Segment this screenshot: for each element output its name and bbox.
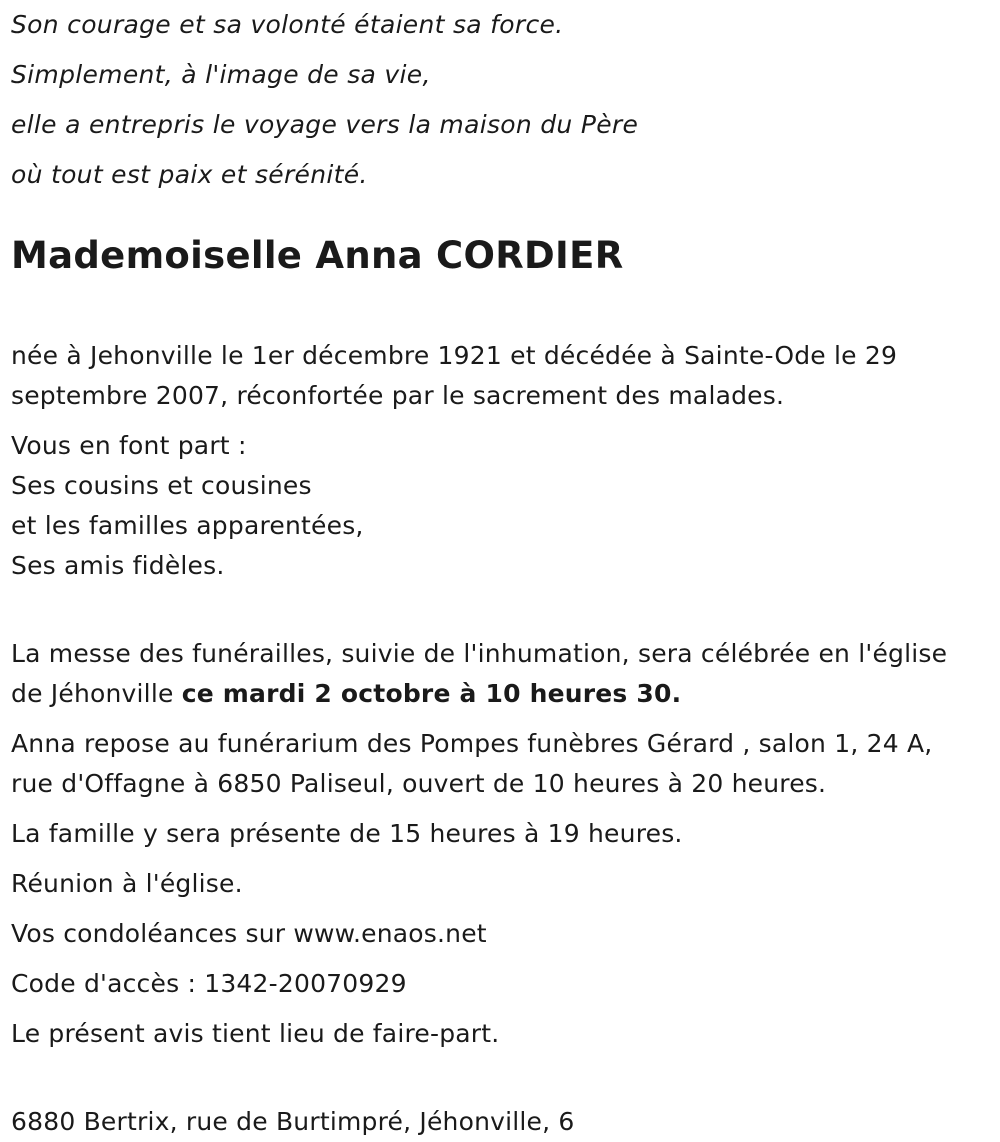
access-code: Code d'accès : 1342-20070929 bbox=[11, 969, 407, 998]
poem-line: où tout est paix et sérénité. bbox=[11, 160, 368, 189]
poem-line: Son courage et sa volonté étaient sa force. bbox=[11, 10, 564, 39]
condolences-info: Vos condoléances sur www.enaos.net bbox=[11, 919, 487, 948]
funeral-line bbox=[11, 674, 986, 714]
funeral-paragraph bbox=[11, 634, 986, 714]
funeral-date: ce mardi 2 octobre à 10 heures 30. bbox=[181, 679, 682, 708]
funerarium-line: Anna repose au funérarium des Pompes funèbres Gérard , salon 1, 24 A, bbox=[11, 729, 933, 758]
funeral-line: La messe des funérailles, suivie de l'inhumation, sera célébrée en l'église bbox=[11, 639, 948, 668]
poem-line: elle a entrepris le voyage vers la maison du Père bbox=[11, 110, 639, 139]
birth-death-paragraph bbox=[11, 336, 986, 416]
poem bbox=[11, 0, 986, 200]
deceased-name: Mademoiselle Anna CORDIER bbox=[11, 234, 624, 277]
family-line: Ses cousins et cousines bbox=[11, 471, 312, 500]
notice-statement: Le présent avis tient lieu de faire-part. bbox=[11, 1019, 500, 1048]
obituary-notice bbox=[11, 0, 986, 1142]
meeting-info: Réunion à l'église. bbox=[11, 869, 243, 898]
funeral-place: de Jéhonville bbox=[11, 679, 182, 708]
family-line: et les familles apparentées, bbox=[11, 511, 364, 540]
funerarium-paragraph bbox=[11, 724, 986, 804]
funerarium-line: rue d'Offagne à 6850 Paliseul, ouvert de 10 heures à 20 heures. bbox=[11, 769, 827, 798]
poem-line: Simplement, à l'image de sa vie, bbox=[11, 60, 431, 89]
birth-death-line: née à Jehonville le 1er décembre 1921 et décédée à Sainte-Ode le 29 bbox=[11, 341, 898, 370]
family-presence: La famille y sera présente de 15 heures à 19 heures. bbox=[11, 819, 683, 848]
family-line: Ses amis fidèles. bbox=[11, 551, 225, 580]
family-line: Vous en font part : bbox=[11, 431, 247, 460]
family-paragraph bbox=[11, 426, 986, 586]
birth-death-line: septembre 2007, réconfortée par le sacrement des malades. bbox=[11, 381, 785, 410]
address: 6880 Bertrix, rue de Burtimpré, Jéhonville, 6 bbox=[11, 1107, 575, 1136]
